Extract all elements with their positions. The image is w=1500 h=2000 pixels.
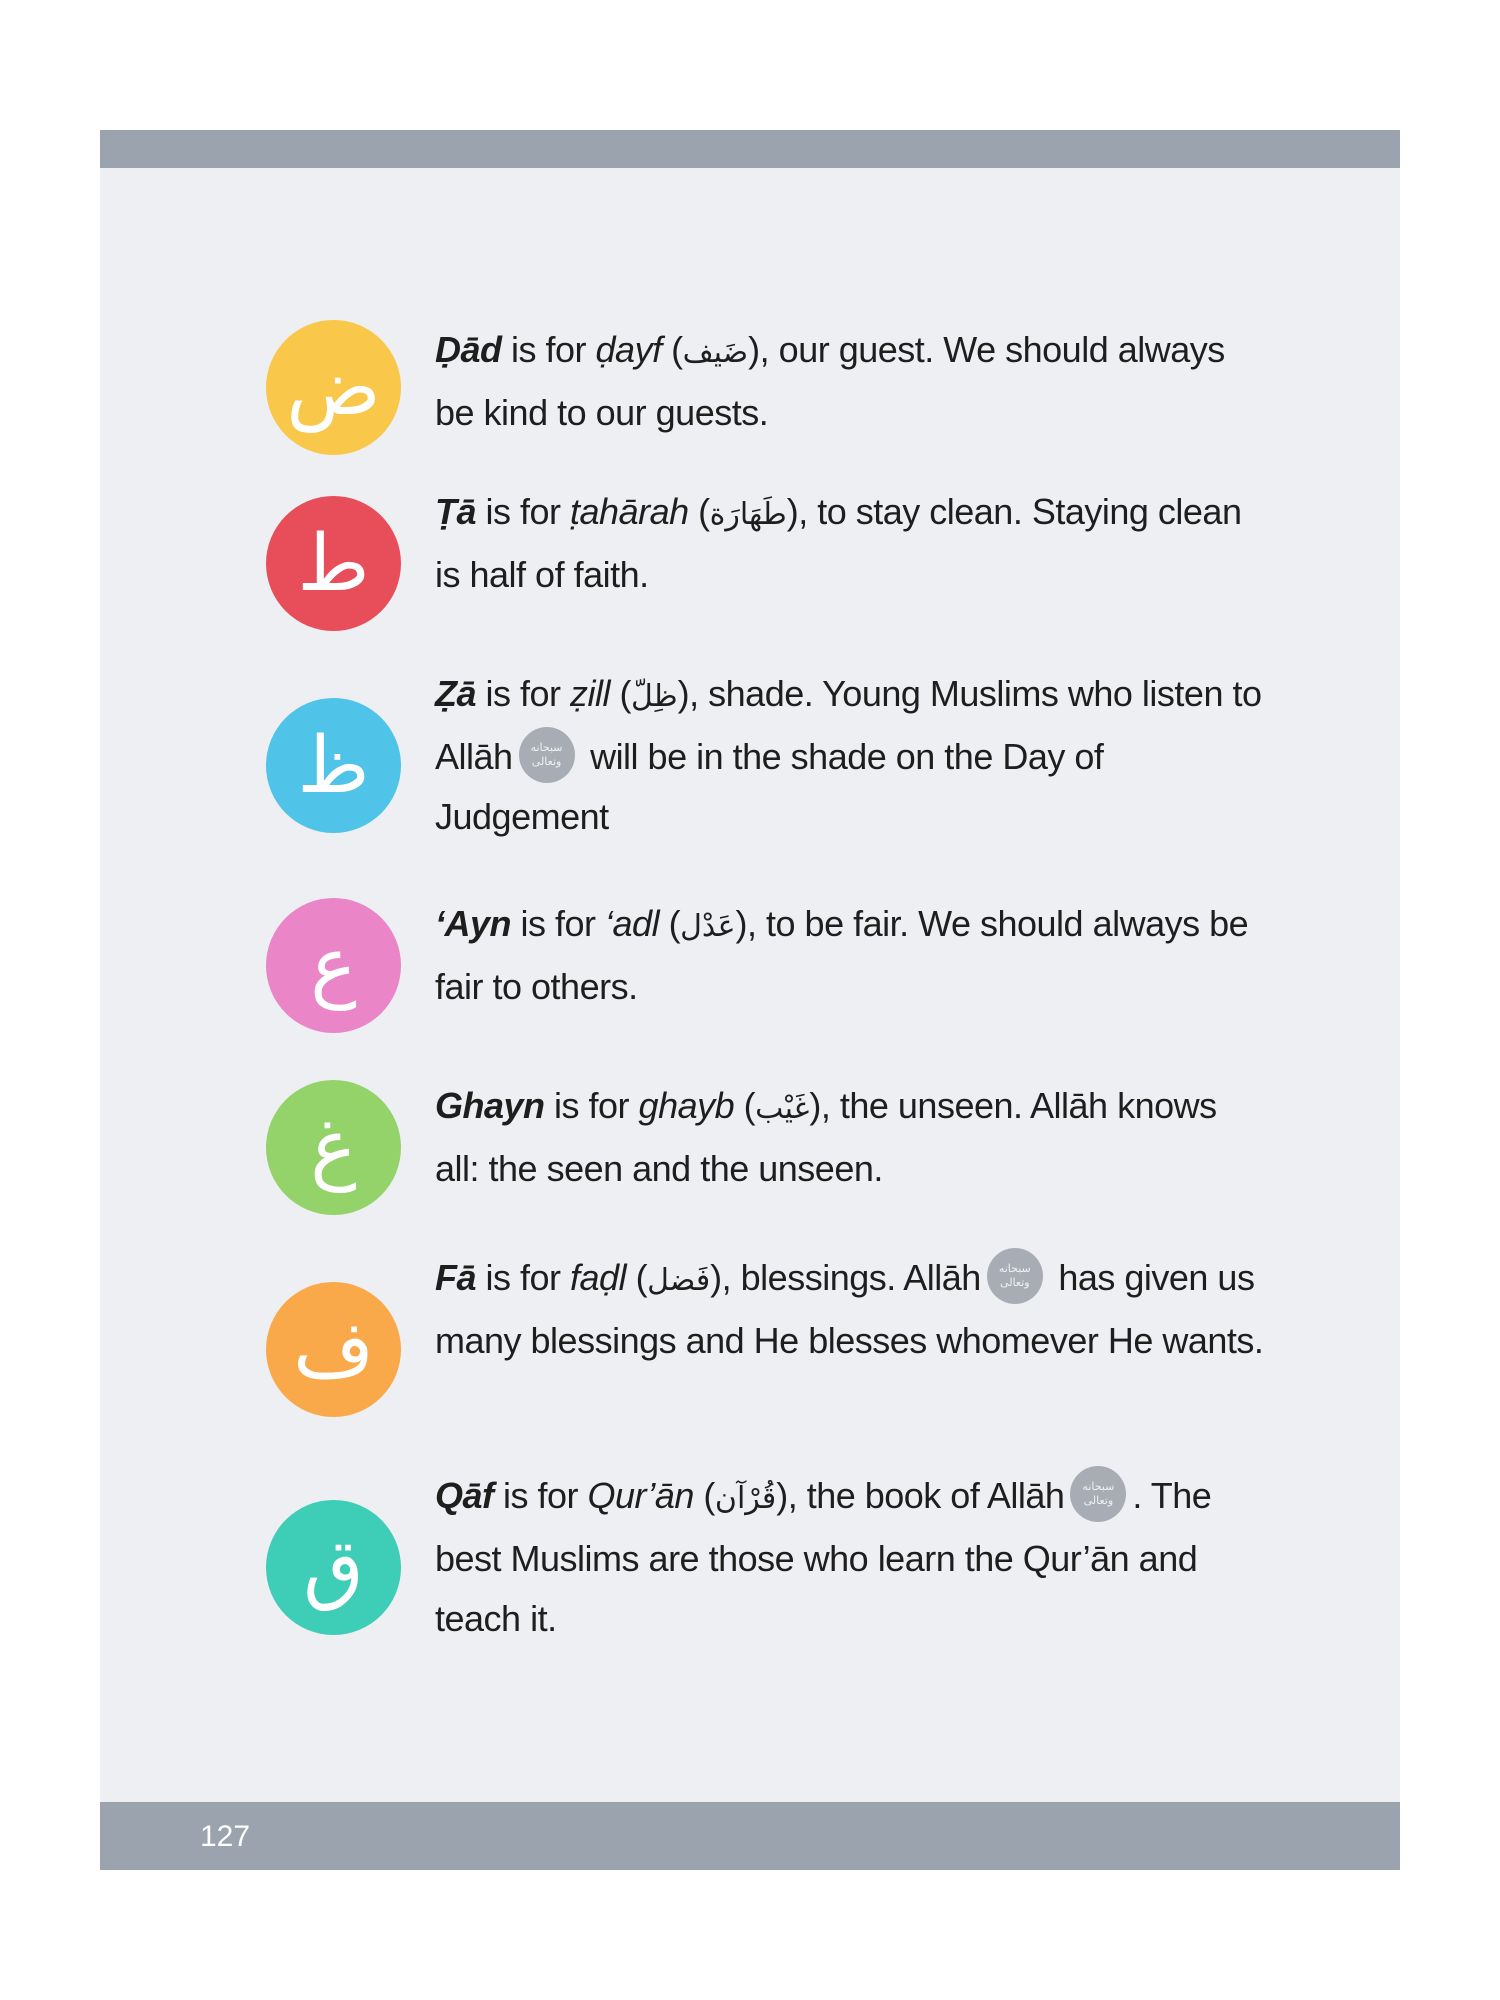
subhanahu-wa-taala-seal-icon: سبحانه وتعالى — [519, 727, 575, 783]
entry-description: , the book of Allāh — [787, 1475, 1065, 1516]
arabic-term-transliteration: ‘adl — [605, 903, 660, 944]
entry-text: Ẓā is for ẓill (ظِلّ), shade. Young Muslims who listen to Allāh سبحانه وتعالى will be in the shade on the Day of Judgement — [435, 673, 1262, 838]
letter-circle: ف — [266, 1282, 401, 1417]
letter-circle: ط — [266, 496, 401, 631]
entry-text: Fā is for faḍl (فَضل), blessings. Allāh سبحانه وتعالى has given us many blessings and He blesses whomever He wants. — [435, 1248, 1265, 1371]
entry-text: Ghayn is for ghayb (غَيْب), the unseen. Allāh knows all: the seen and the unseen. — [435, 1085, 1217, 1189]
entry-text: Qāf is for Qur’ān (قُرْآن), the book of Allāh سبحانه وتعالى . The best Muslims are those who learn the Qur’ān and teach it. — [435, 1466, 1265, 1649]
entry-description: , the unseen. Allāh knows all: the seen and the unseen. — [435, 1085, 1217, 1189]
arabic-term-transliteration: ḍayf — [595, 329, 662, 370]
arabic-word: ظِلّ — [631, 679, 678, 714]
letter-circle: ض — [266, 320, 401, 455]
arabic-term-transliteration: ghayb — [638, 1085, 735, 1126]
arabic-word: طَهَارَة — [709, 497, 787, 532]
footer-bar — [100, 1802, 1400, 1870]
arabic-term-transliteration: Qur’ān — [587, 1475, 694, 1516]
arabic-word: عَدْل — [680, 909, 736, 944]
entry-description: , to stay clean. Staying clean is half of faith. — [435, 491, 1242, 595]
entry-description-continued: . The best Muslims are those who learn the Qur’ān and teach it. — [435, 1475, 1212, 1639]
book-page — [100, 130, 1400, 1870]
letter-circle: ق — [266, 1500, 401, 1635]
letter-name: Ẓā — [435, 673, 477, 714]
arabic-term-transliteration: faḍl — [570, 1257, 627, 1298]
letter-name: Ghayn — [435, 1085, 545, 1126]
arabic-word: فَضل — [647, 1263, 711, 1298]
subhanahu-wa-taala-seal-icon: سبحانه وتعالى — [1070, 1466, 1126, 1522]
letter-circle: ع — [266, 898, 401, 1033]
page-number: 127 — [200, 1820, 251, 1853]
arabic-word: ضَيف — [682, 335, 749, 370]
letter-name: ‘Ayn — [435, 903, 512, 944]
entry-description: , blessings. Allāh — [721, 1257, 981, 1298]
entry-description: , our guest. We should always be kind to our guests. — [435, 329, 1225, 433]
entry-text: Ḍād is for ḍayf (ضَيف), our guest. We should always be kind to our guests. — [435, 329, 1225, 433]
entry-text: ‘Ayn is for ‘adl (عَدْل), to be fair. We should always be fair to others. — [435, 903, 1249, 1007]
entry-description: , shade. Young Muslims who listen to Allāh — [435, 673, 1262, 777]
entry-description-continued: will be in the shade on the Day of Judgement — [435, 736, 1104, 838]
letter-circle: غ — [266, 1080, 401, 1215]
letter-name: Ḍād — [435, 329, 502, 370]
letter-name: Qāf — [435, 1475, 494, 1516]
entry-text: Ṭā is for ṭahārah (طَهَارَة), to stay clean. Staying clean is half of faith. — [435, 491, 1242, 595]
arabic-term-transliteration: ṭahārah — [570, 491, 689, 532]
entry-description: , to be fair. We should always be fair to others. — [435, 903, 1249, 1007]
letter-name: Ṭā — [435, 491, 477, 532]
letter-name: Fā — [435, 1257, 477, 1298]
header-bar — [100, 130, 1400, 168]
arabic-word: قُرْآن — [714, 1481, 777, 1516]
entry-description-continued: has given us many blessings and He blesses whomever He wants. — [435, 1257, 1264, 1361]
arabic-word: غَيْب — [755, 1091, 810, 1126]
letter-circle: ظ — [266, 698, 401, 833]
arabic-term-transliteration: ẓill — [570, 673, 611, 714]
subhanahu-wa-taala-seal-icon: سبحانه وتعالى — [987, 1248, 1043, 1304]
